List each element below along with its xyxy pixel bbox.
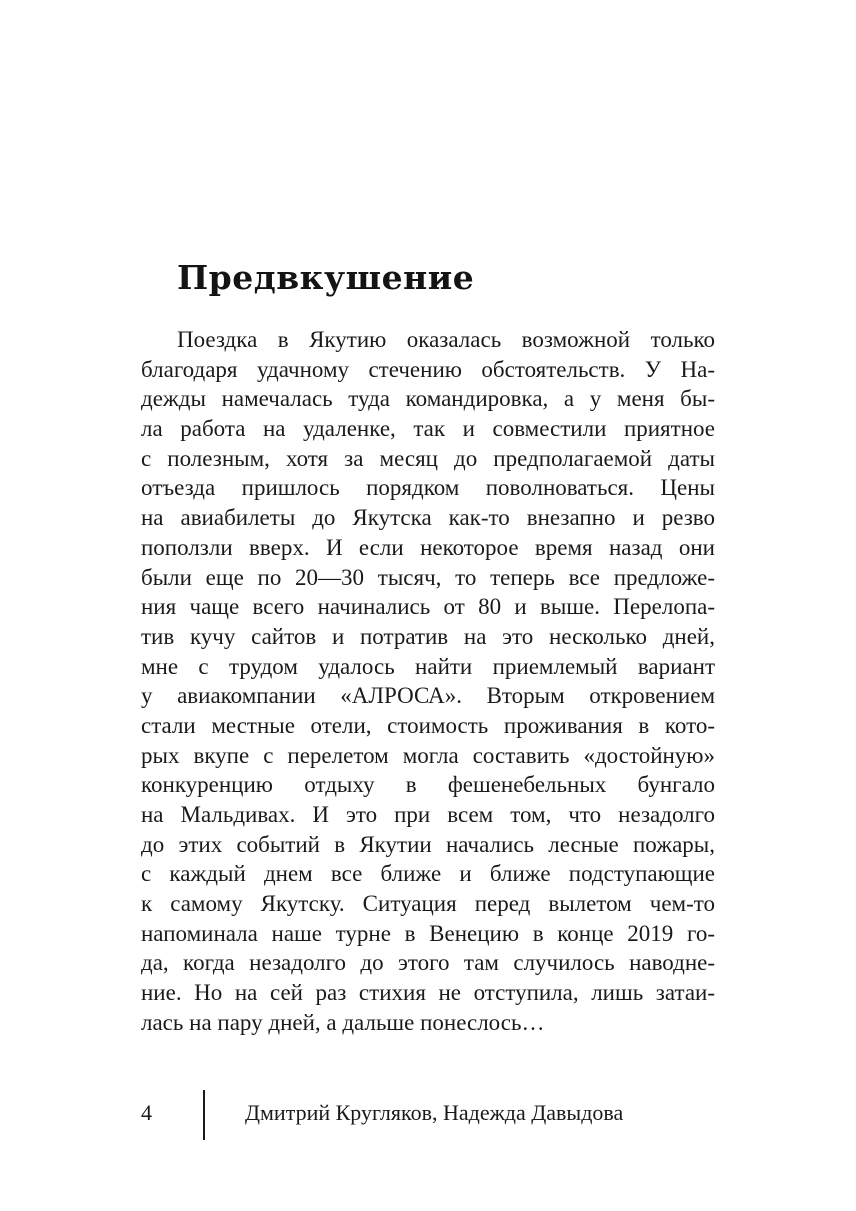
text-line: Поездка в Якутию оказалась возможной только: [177, 327, 715, 352]
text-line: мне с трудом удалось найти приемлемый вариант: [141, 653, 715, 679]
text-line: к самому Якутску. Ситуация перед вылетом чем-то: [141, 891, 715, 917]
text-line: благодаря удачному стечению обстоятельств. У На-: [141, 356, 715, 382]
footer-divider: [203, 1090, 205, 1140]
text-line: отъезда пришлось порядком поволноваться. Цены: [141, 475, 715, 501]
text-line: с каждый днем все ближе и ближе подступающие: [141, 861, 715, 887]
text-line: на Мальдивах. И это при всем том, что незадолго: [141, 802, 715, 827]
text-line: ния чаще всего начинались от 80 и выше. Перелопа-: [141, 594, 715, 620]
text-line: да, когда незадолго до этого там случилось наводне-: [141, 950, 715, 976]
text-line: конкуренцию отдыху в фешенебельных бунгало: [141, 772, 715, 798]
text-line: на авиабилеты до Якутска как-то внезапно и резво: [141, 505, 715, 531]
text-line: с полезным, хотя за месяц до предполагаемой даты: [141, 445, 715, 471]
page-number: 4: [141, 1100, 152, 1125]
text-line: ла работа на удаленке, так и совместили приятное: [141, 416, 715, 442]
page-footer: [0, 1090, 856, 1140]
text-line: рых вкупе с перелетом могла составить «достойную»: [141, 742, 715, 768]
text-line: тив кучу сайтов и потратив на это несколько дней,: [141, 623, 715, 649]
body-paragraph: [141, 325, 715, 1038]
text-line: до этих событий в Якутии начались лесные пожары,: [141, 831, 715, 857]
chapter-title: Предвкушение: [177, 258, 475, 297]
text-line: лась на пару дней, а дальше понеслось…: [141, 1009, 545, 1035]
text-line: стали местные отели, стоимость проживания в кото-: [141, 712, 715, 738]
text-line: напоминала наше турне в Венецию в конце 2019 го-: [141, 920, 715, 946]
text-line: поползли вверх. И если некоторое время назад они: [141, 534, 715, 560]
text-line: дежды намечалась туда командировка, а у меня бы-: [141, 386, 715, 412]
text-line: у авиакомпании «АЛРОСА». Вторым откровением: [141, 683, 715, 709]
running-head-authors: Дмитрий Кругляков, Надежда Давыдова: [245, 1100, 624, 1125]
text-line: ние. Но на сей раз стихия не отступила, лишь затаи-: [141, 980, 715, 1006]
text-line: были еще по 20—30 тысяч, то теперь все предложе-: [141, 564, 715, 590]
